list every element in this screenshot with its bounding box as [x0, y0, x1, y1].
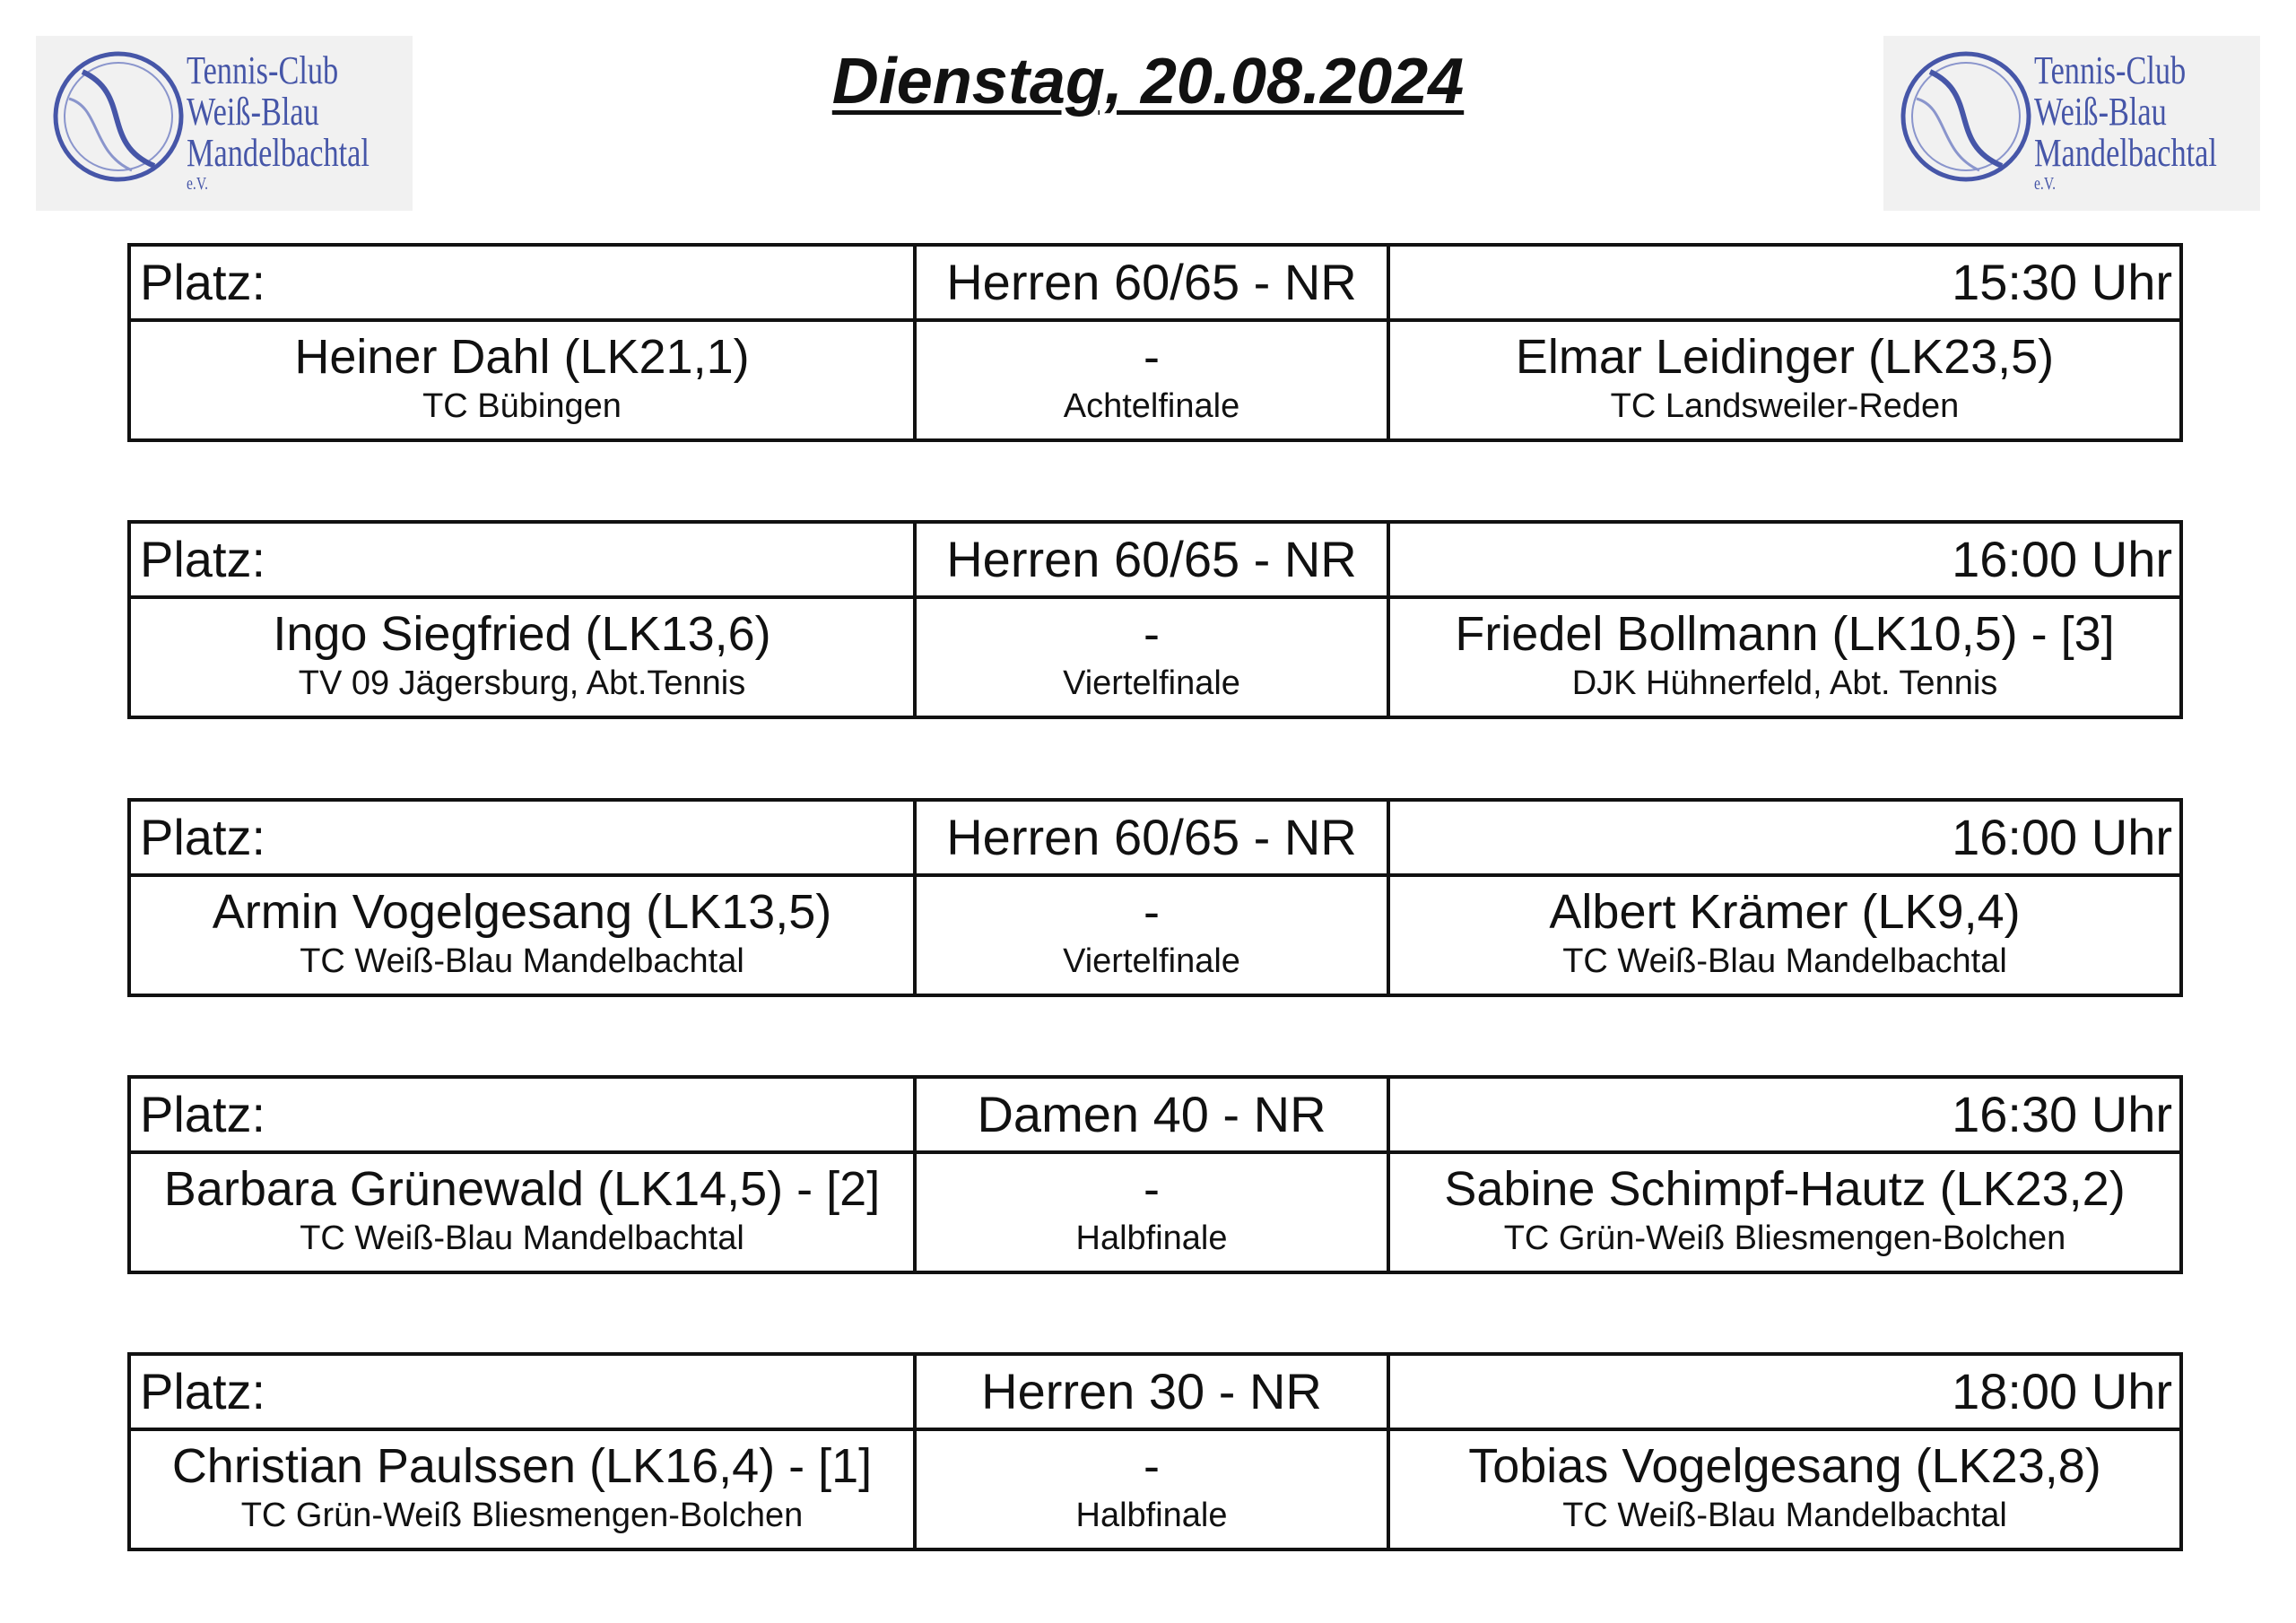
versus-separator: - — [1144, 607, 1160, 661]
match-card — [127, 1352, 2183, 1551]
competition-label: Herren 60/65 - NR — [946, 254, 1357, 310]
match-time: 18:00 Uhr — [1952, 1363, 2172, 1419]
logo-line-3: Mandelbachtal — [2034, 131, 2217, 175]
match-round: Viertelfinale — [1063, 942, 1240, 980]
versus-separator: - — [1144, 885, 1160, 939]
player-2-name: Elmar Leidinger (LK23,5) — [1515, 330, 2055, 384]
versus-separator: - — [1144, 1162, 1160, 1216]
player-2-club: TC Weiß-Blau Mandelbachtal — [1562, 1497, 2007, 1534]
player-1-name: Ingo Siegfried (LK13,6) — [273, 607, 771, 661]
player-2-club: TC Grün-Weiß Bliesmengen-Bolchen — [1503, 1219, 2066, 1257]
match-time: 15:30 Uhr — [1952, 254, 2172, 310]
player-2-club: TC Weiß-Blau Mandelbachtal — [1562, 942, 2007, 980]
player-1-name: Armin Vogelgesang (LK13,5) — [212, 885, 832, 939]
logo-line-3: Mandelbachtal — [187, 131, 370, 175]
competition-label: Damen 40 - NR — [977, 1086, 1326, 1142]
player-1-club: TC Weiß-Blau Mandelbachtal — [300, 942, 744, 980]
page-title: Dienstag, 20.08.2024 — [831, 46, 1465, 117]
player-2-name: Friedel Bollmann (LK10,5) - [3] — [1455, 607, 2115, 661]
match-time: 16:00 Uhr — [1952, 809, 2172, 865]
match-round: Halbfinale — [1075, 1497, 1228, 1534]
match-card — [127, 1075, 2183, 1274]
match-card — [127, 520, 2183, 719]
player-1-name: Heiner Dahl (LK21,1) — [294, 330, 750, 384]
logo-line-2: Weiß-Blau — [187, 90, 319, 134]
match-round: Achtelfinale — [1063, 387, 1240, 425]
player-2-name: Albert Krämer (LK9,4) — [1549, 885, 2021, 939]
logo-line-1: Tennis-Club — [2034, 48, 2187, 92]
match-round: Halbfinale — [1075, 1219, 1228, 1257]
versus-separator: - — [1144, 330, 1160, 384]
player-1-club: TC Grün-Weiß Bliesmengen-Bolchen — [240, 1497, 804, 1534]
player-1-name: Barbara Grünewald (LK14,5) - [2] — [163, 1162, 881, 1216]
platz-label: Platz: — [140, 1363, 266, 1419]
player-2-club: TC Landsweiler-Reden — [1610, 387, 1960, 425]
player-1-club: TC Bübingen — [422, 387, 622, 425]
match-time: 16:30 Uhr — [1952, 1086, 2172, 1142]
match-round: Viertelfinale — [1063, 664, 1240, 702]
player-1-club: TC Weiß-Blau Mandelbachtal — [300, 1219, 744, 1257]
platz-label: Platz: — [140, 254, 266, 310]
match-card — [127, 243, 2183, 442]
logo-line-4: e.V. — [187, 174, 208, 194]
logo-line-2: Weiß-Blau — [2034, 90, 2167, 134]
match-card — [127, 798, 2183, 997]
match-time: 16:00 Uhr — [1952, 531, 2172, 587]
logo-line-1: Tennis-Club — [187, 48, 339, 92]
player-2-name: Sabine Schimpf-Hautz (LK23,2) — [1444, 1162, 2126, 1216]
player-2-name: Tobias Vogelgesang (LK23,8) — [1468, 1439, 2101, 1493]
platz-label: Platz: — [140, 1086, 266, 1142]
player-1-club: TV 09 Jägersburg, Abt.Tennis — [298, 664, 746, 702]
platz-label: Platz: — [140, 531, 266, 587]
competition-label: Herren 60/65 - NR — [946, 531, 1357, 587]
player-1-name: Christian Paulssen (LK16,4) - [1] — [171, 1439, 873, 1493]
competition-label: Herren 60/65 - NR — [946, 809, 1357, 865]
platz-label: Platz: — [140, 809, 266, 865]
logo-line-4: e.V. — [2034, 174, 2056, 194]
versus-separator: - — [1144, 1439, 1160, 1493]
competition-label: Herren 30 - NR — [981, 1363, 1322, 1419]
player-2-club: DJK Hühnerfeld, Abt. Tennis — [1571, 664, 1998, 702]
